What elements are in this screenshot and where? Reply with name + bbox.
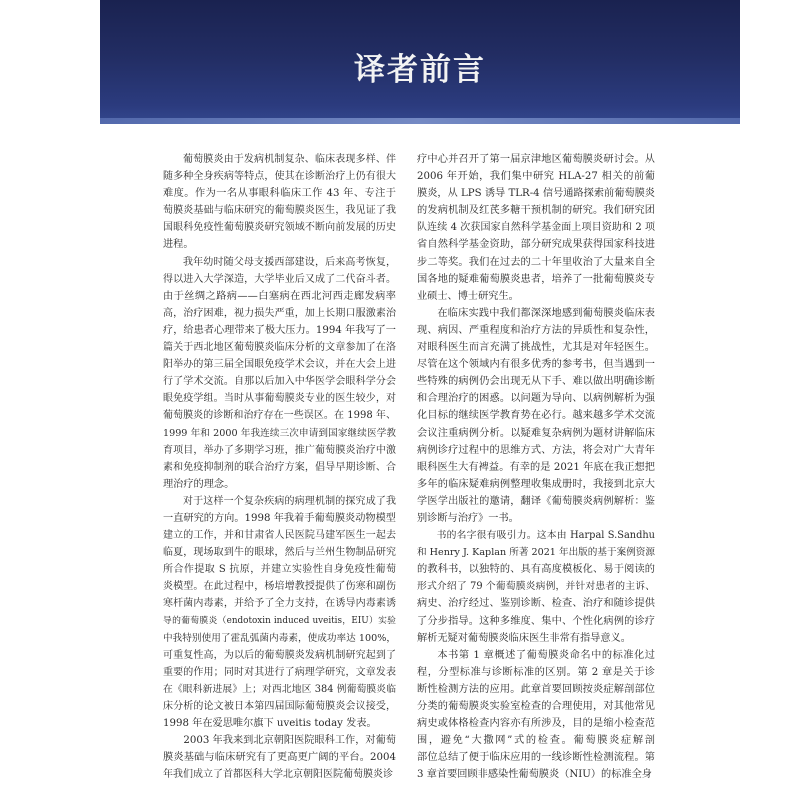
text-line: 阳举办的第三届全国眼免疫学术会议，并在大会上进 (163, 359, 396, 371)
text-line: 省自然科学基金资助，部分研究成果获得国家科技进 (417, 239, 655, 251)
text-line: 形式介绍了 79 个葡萄膜炎病例，并针对患者的主诉、 (417, 581, 655, 593)
text-line: 膜炎，从 LPS 诱导 TLR-4 信号通路探索前葡萄膜炎 (417, 188, 655, 200)
text-line: 和 Henry J. Kaplan 所著 2021 年出版的基于案例资源 (417, 547, 655, 559)
text-line: 国各地的疑难葡萄膜炎患者，培养了一批葡萄膜炎专 (417, 273, 655, 285)
text-line: 眼免疫学组。当时从事葡萄膜炎专业的医生较少，对 (163, 393, 396, 405)
text-line: 床分析的论文被日本第四届国际葡萄膜炎会议接受， (163, 701, 396, 712)
text-line: 尽管在这个领域内有很多优秀的参考书，但当遇到一 (417, 359, 655, 371)
text-line: 所合作提取 S 抗原，并建立实验性自身免疫性葡萄 (163, 564, 396, 576)
text-line: 中我特别使用了霍乱弧菌内毒素，使成功率达 100%， (163, 632, 396, 644)
text-line: 重要的作用；同时对其进行了病理学研究，文章发表 (163, 666, 396, 678)
page-title: 译者前言 (354, 52, 486, 88)
text-line: 育项目，举办了多期学习班，推广葡萄膜炎治疗中激 (163, 444, 396, 456)
text-line: 得以进入大学深造，大学毕业后又成了二代奋斗者。 (163, 273, 396, 285)
text-line: 疗，给患者心理带来了极大压力。1994 年我写了一 (163, 324, 396, 336)
text-line: 病史或体格检查内容亦有所涉及，目的是缩小检查范 (417, 718, 655, 730)
paragraph-continued (417, 151, 655, 305)
paragraph (163, 732, 396, 783)
text-line: 葡萄膜炎由于发病机制复杂、临床表现多样、伴 (183, 154, 396, 165)
paragraph (163, 254, 396, 493)
text-line: 会议注重病例分析。以疑难复杂病例为题材讲解临床 (417, 427, 655, 439)
text-line: 业硕士、博士研究生。 (417, 290, 519, 302)
text-line: 病史、治疗经过、鉴别诊断、检查、治疗和随诊提供 (417, 598, 655, 610)
right-column (417, 151, 655, 783)
text-line: 3 章首要回顾非感染性葡萄膜炎（NIU）的标准全身 (417, 769, 652, 781)
text-line: 随多种全身疾病等特点，使其在诊断治疗上仍有很大 (163, 171, 396, 183)
text-line: 学医学出版社的邀请，翻译《葡萄膜炎病例解析：鉴 (417, 495, 655, 507)
text-line: 的教科书，以独特的、具有高度模板化、易于阅读的 (417, 564, 655, 576)
text-line: 现、病因、严重程度和治疗方法的异质性和复杂性， (417, 324, 655, 336)
text-line: 理治疗的理念。 (163, 478, 235, 490)
text-line: 篇关于西北地区葡萄膜炎临床分析的文章参加了在洛 (163, 342, 396, 354)
paragraph (417, 647, 655, 784)
text-line: 难度。作为一名从事眼科临床工作 43 年、专注于 (163, 188, 396, 200)
left-column (163, 151, 396, 783)
text-line: 由于丝绸之路病——白塞病在西北河西走廊发病率 (163, 290, 396, 302)
text-line: 膜炎基础与临床研究有了更高更广阔的平台。2004 (163, 752, 396, 764)
text-line: 程，分型标准与诊断标准的区别。第 2 章是关于诊 (417, 666, 655, 678)
text-line: 可重复性高，为以后的葡萄膜炎发病机制研究起到了 (163, 649, 396, 661)
text-line: 行了学术交流。自那以后加入中华医学会眼科学分会 (163, 376, 396, 388)
text-line: 2003 年我来到北京朝阳医院眼科工作，对葡萄 (183, 735, 396, 747)
text-line: 萄膜炎基础与临床研究的葡萄膜炎医生，我见证了我 (163, 205, 396, 217)
paragraph (163, 151, 396, 254)
text-line: 疗中心并召开了第一届京津地区葡萄膜炎研讨会。从 (417, 154, 655, 165)
text-line: 病例诊疗过程中的思维方式、方法，将会对广大青年 (417, 444, 655, 456)
paragraph (163, 493, 396, 732)
text-line: 些特殊的病例仍会出现无从下手、难以做出明确诊断 (417, 376, 655, 388)
text-line: 寒杆菌内毒素，并给予了全力支持，在诱导内毒素诱 (163, 598, 396, 610)
text-line: 国眼科免疫性葡萄膜炎研究领域不断向前发展的历史 (163, 222, 396, 234)
text-line: 的发病机制及红芪多糖干预机制的研究。我们研究团 (417, 205, 655, 217)
text-line: 我年幼时随父母支援西部建设，后来高考恢复， (183, 256, 396, 268)
text-line: 在《眼科新进展》上；对西北地区 384 例葡萄膜炎临 (163, 683, 396, 695)
text-line: 在临床实践中我们都深深地感到葡萄膜炎临床表 (437, 307, 655, 319)
text-line: 2006 年开始，我们集中研究 HLA-27 相关的前葡 (417, 171, 655, 183)
text-line: 进程。 (163, 239, 194, 251)
text-line: 年我们成立了首都医科大学北京朝阳医院葡萄膜炎诊 (163, 769, 393, 781)
text-line: 围，避免“大撒网”式的检查。葡萄膜炎症解剖 (417, 735, 655, 747)
text-line: 书的名字很有吸引力。这本由 Harpal S.Sandhu (436, 530, 655, 542)
text-line: 一直研究的方向。1998 年我着手葡萄膜炎动物模型 (163, 512, 396, 524)
text-line: 对眼科医生而言充满了挑战性，尤其是对年轻医生。 (417, 342, 655, 354)
text-line: 导的葡萄膜炎（endotoxin induced uveitis，EIU）实验 (163, 615, 396, 626)
text-line: 1998 年在爱思唯尔旗下 uveitis today 发表。 (163, 718, 377, 730)
text-line: 对于这样一个复杂疾病的病理机制的探究成了我 (183, 495, 396, 507)
text-line: 高，治疗困难，视力损失严重，加上长期口服激素治 (163, 307, 396, 319)
text-line: 多年的临床疑难病例整理收集成册时，我接到北京大 (417, 478, 655, 490)
text-line: 分类的葡萄膜炎实验室检查的合理使用，对其他常见 (417, 701, 655, 712)
text-line: 素和免疫抑制剂的联合治疗方案，倡导早期诊断、合 (163, 461, 396, 473)
text-line: 和合理治疗的困惑。以问题为导向、以病例解析为强 (417, 393, 655, 405)
text-line: 断性检测方法的应用。此章首要回顾按炎症解剖部位 (417, 683, 655, 695)
text-line: 葡萄膜炎的诊断和治疗存在一些误区。在 1998 年、 (163, 410, 396, 422)
text-line: 别诊断与治疗》一书。 (417, 512, 519, 524)
text-line: 步二等奖。我们在过去的二十年里收治了大量来自全 (417, 256, 655, 268)
text-line: 建立的工作，并和甘肃省人民医院马建军医生一起去 (163, 530, 396, 542)
text-line: 了分步指导。这种多维度、集中、个性化病例的诊疗 (417, 615, 655, 627)
text-line: 本书第 1 章概述了葡萄膜炎命名中的标准化过 (437, 649, 655, 661)
text-line: 队连续 4 次获国家自然科学基金面上项目资助和 2 项 (417, 222, 655, 234)
text-line: 炎模型。在此过程中，杨培增教授提供了伤寒和副伤 (163, 581, 396, 593)
text-line: 临夏，现场取到牛的眼球，然后与兰州生物制品研究 (163, 547, 396, 559)
paragraph (417, 305, 655, 527)
text-line: 解析无疑对葡萄膜炎临床医生非常有指导意义。 (417, 632, 631, 644)
paragraph (417, 527, 655, 647)
text-line: 部位总结了便于临床应用的一线诊断性检测流程。第 (417, 752, 655, 764)
header-band-rule (100, 118, 740, 124)
text-line: 眼科医生大有裨益。有幸的是 2021 年底在我正想把 (417, 461, 655, 473)
text-line: 化目标的继续医学教育势在必行。越来越多学术交流 (417, 410, 655, 422)
text-line: 1999 年和 2000 年我连续三次申请到国家继续医学教 (163, 427, 396, 439)
